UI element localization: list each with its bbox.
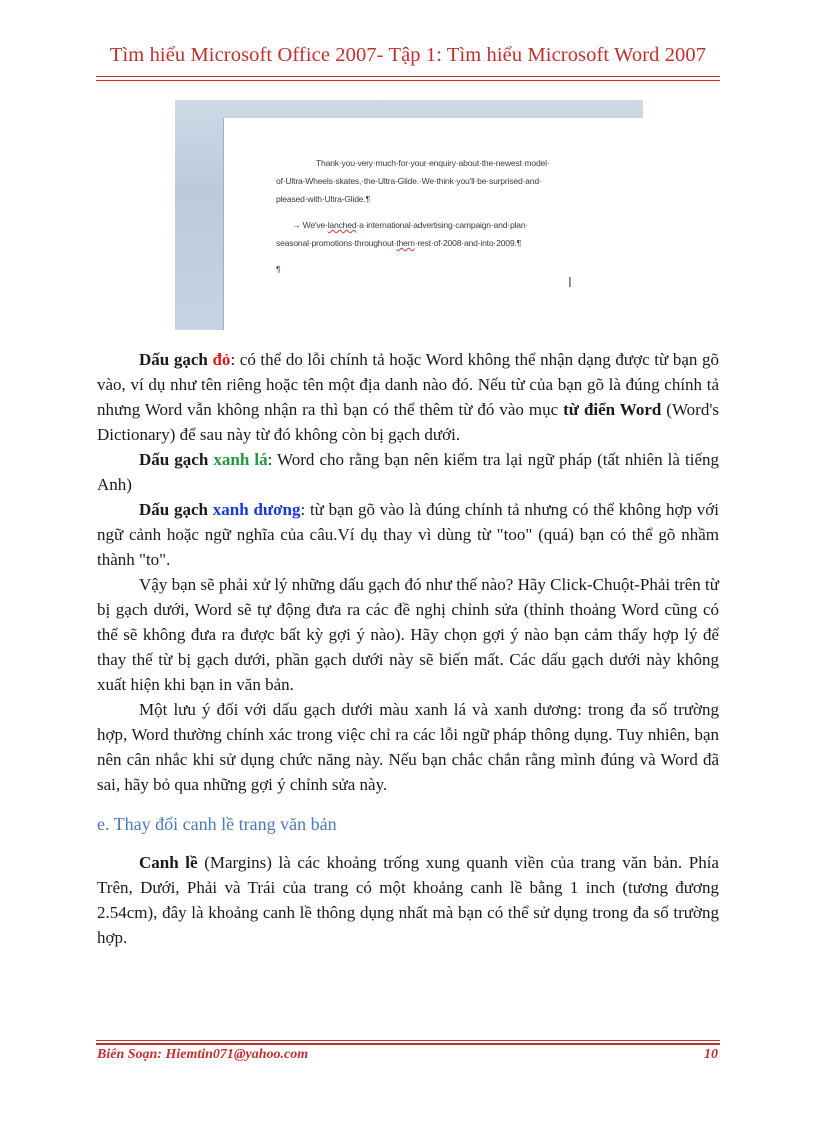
text-cursor-icon: I	[568, 276, 572, 291]
footer-page-number: 10	[704, 1047, 718, 1062]
blue-color-word: xanh dương	[212, 500, 301, 519]
red-text-a: : có thể do lỗi chính tả hoặc Word không thể nhận dạng được từ bạn gõ vào, ví dụ như tên riêng hoặc tên một địa danh nào đó. Nếu từ của bạn gõ là đúng chính tả nhưng Word vẫn không nhận ra thì bạn có thể thêm từ đó vào mục	[97, 350, 719, 419]
blue-lead: Dấu gạch	[139, 500, 213, 519]
header-rule-bottom	[96, 80, 720, 81]
main-body	[97, 347, 719, 797]
screenshot-line-3: pleased·with·Ultra-Glide.¶	[276, 194, 370, 204]
margins-term: Canh lề	[139, 853, 198, 872]
blue-text: : từ bạn gõ vào là đúng chính tả nhưng có thể không hợp với ngữ cảnh hoặc ngữ nghĩa của câu.Ví dụ thay vì dùng từ "too" (quá) bạn có thể gõ nhầm thành "to".	[97, 500, 719, 569]
red-text-b: (Word's Dictionary) để sau này từ đó không còn bị gạch dưới.	[97, 400, 719, 444]
section-heading-margins: e. Thay đổi canh lề trang văn bản	[97, 814, 337, 834]
paragraph-note: Một lưu ý đối với dấu gạch dưới màu xanh lá và xanh dương: trong đa số trường hợp, Word thường chính xác trong việc chỉ ra các lỗi ngữ pháp thông dụng. Tuy nhiên, bạn nên cân nhắc khi sử dụng chức năng này. Nếu bạn chắc chắn rằng mình đúng và Word đã sai, hãy bỏ qua những gợi ý chỉnh sửa này.	[97, 700, 719, 794]
screenshot-line-2: of·Ultra-Wheels·skates,·the·Ultra-Glide.·We·think·you'll·be·surprised·and·	[276, 176, 542, 186]
screenshot-line-4-rest: ·a·international·advertising·campaign·and·plan·	[356, 220, 529, 230]
misspelled-word-2: them	[396, 238, 415, 248]
green-text: : Word cho rằng bạn nên kiểm tra lại ngữ pháp (tất nhiên là tiếng Anh)	[97, 450, 719, 494]
paragraph-green-underline	[97, 447, 719, 497]
footer-author: Biên Soạn: Hiemtin071@yahoo.com	[97, 1047, 309, 1062]
footer-rule-bottom	[96, 1043, 720, 1045]
screenshot-line-1: Thank·you·very·much·for·your·enquiry·about·the·newest·model·	[316, 158, 550, 168]
margins-text: (Margins) là các khoảng trống xung quanh viền của trang văn bản. Phía Trên, Dưới, Phải và Trái của trang có một khoảng canh lề bằng 1 inch (tương đương 2.54cm), đây là khoảng canh lề thông dụng nhất mà bạn có thể sử dụng trong đa số trường hợp.	[97, 853, 719, 947]
screenshot-line-4	[292, 220, 528, 230]
screenshot-line-4-prefix: → We've·	[292, 220, 328, 230]
margins-body	[97, 850, 719, 950]
paragraph-red-underline	[97, 347, 719, 447]
paragraph-blue-underline	[97, 497, 719, 572]
screenshot-document-sheet	[223, 118, 644, 330]
paragraph-margins	[97, 850, 719, 950]
misspelled-word-1: lanched	[327, 220, 357, 230]
screenshot-line-5	[276, 238, 521, 248]
green-lead: Dấu gạch	[139, 450, 214, 469]
screenshot-line-5-prefix: seasonal·promotions·throughout·	[276, 238, 397, 248]
red-lead: Dấu gạch	[139, 350, 213, 369]
green-color-word: xanh lá	[213, 450, 268, 469]
screenshot-line-6: ¶	[276, 264, 281, 274]
page-header-title: Tìm hiểu Microsoft Office 2007- Tập 1: Tìm hiểu Microsoft Word 2007	[109, 44, 707, 66]
header-rule-top	[96, 76, 720, 77]
red-color-word: đỏ	[212, 350, 231, 369]
paragraph-howto: Vậy bạn sẽ phải xử lý những dấu gạch đó như thế nào? Hãy Click-Chuột-Phải trên từ bị gạch dưới, Word sẽ tự động đưa ra các đề nghị chỉnh sửa (thỉnh thoảng Word cũng có thể sẽ không đưa ra được bất kỳ gợi ý nào). Hãy chọn gợi ý nào bạn cảm thấy hợp lý để thay thế từ bị gạch dưới, phần gạch dưới này sẽ biến mất. Các dấu gạch dưới này không xuất hiện khi bạn in văn bản.	[97, 575, 719, 694]
word-screenshot-figure	[175, 100, 643, 330]
red-bold-term: từ điển Word	[563, 400, 662, 419]
footer-rule-top	[96, 1040, 720, 1041]
screenshot-line-5-rest: ·rest·of·2008·and·into·2009.¶	[414, 238, 521, 248]
